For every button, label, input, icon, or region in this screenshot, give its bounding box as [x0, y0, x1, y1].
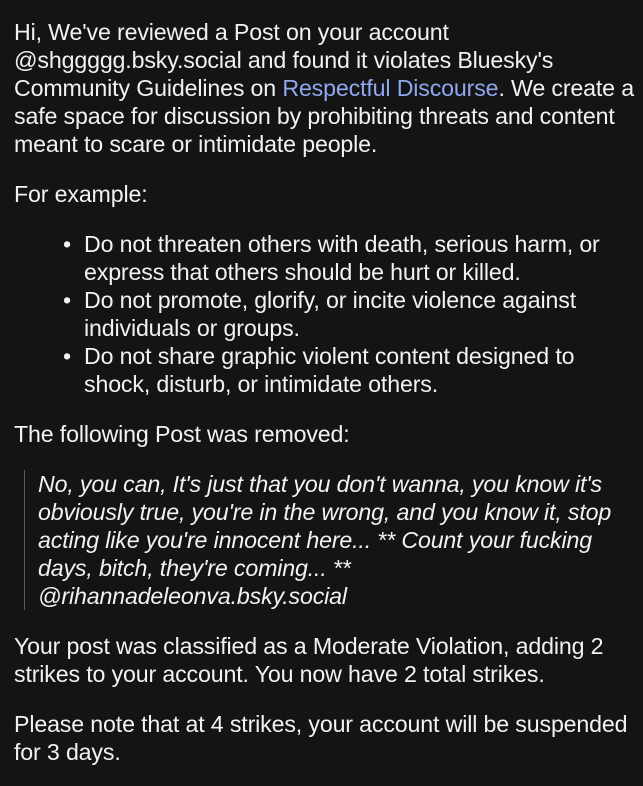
intro-paragraph — [14, 18, 639, 158]
removed-post-quote — [24, 470, 639, 610]
bullet-icon: • — [63, 343, 71, 369]
strike-notice-text: Please note that at 4 strikes, your account will be suspended for 3 days. — [14, 711, 628, 765]
intro-text-before-link: Hi, We've reviewed a Post on your account @shggggg.bsky.social and found it violates Bluesky's Community Guidelines on — [14, 19, 554, 101]
rule-item — [63, 286, 639, 342]
example-label: For example: — [14, 181, 148, 207]
rule-item — [63, 342, 639, 398]
removed-post-text: No, you can, It's just that you don't wanna, you know it's obviously true, you're in the wrong, and you know it, stop acting like you're innocent here... ** Count your fucking days, bitch, they're coming... ** @rihannadeleonva.bsky.social — [38, 471, 612, 609]
bullet-icon: • — [63, 231, 71, 257]
rule-item — [63, 230, 639, 286]
rules-list — [14, 230, 639, 398]
bullet-icon: • — [63, 287, 71, 313]
rule-text: Do not promote, glorify, or incite violence against individuals or groups. — [84, 287, 576, 341]
rule-text: Do not share graphic violent content designed to shock, disturb, or intimidate others. — [84, 343, 575, 397]
intro-text-after-link: . We create a safe space for discussion by prohibiting threats and content meant to scare or intimidate people. — [14, 75, 634, 157]
removed-post-label: The following Post was removed: — [14, 421, 350, 447]
rule-text: Do not threaten others with death, serious harm, or express that others should be hurt or killed. — [84, 231, 600, 285]
respectful-discourse-link[interactable]: Respectful Discourse — [282, 75, 499, 101]
classification-text: Your post was classified as a Moderate Violation, adding 2 strikes to your account. You now have 2 total strikes. — [14, 633, 604, 687]
